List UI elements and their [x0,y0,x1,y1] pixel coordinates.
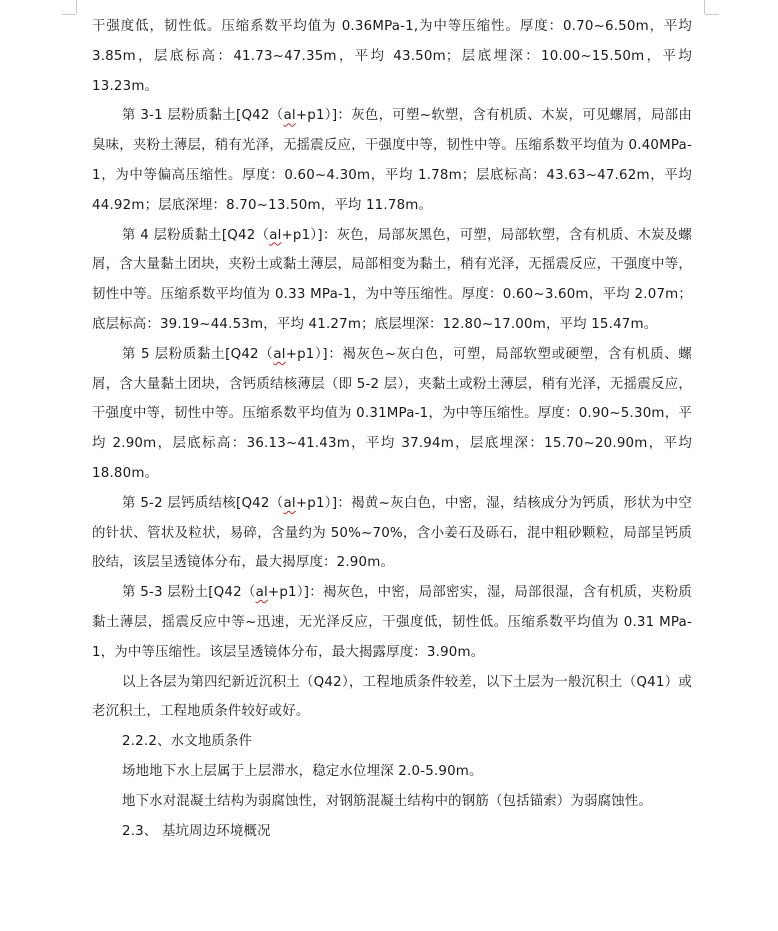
spellcheck-flag: al [283,495,296,511]
paragraph-layer-3-1 [92,101,692,220]
page-corner-mark-left [76,0,77,14]
paragraph-summary: 以上各层为第四纪新近沉积土（Q42），工程地质条件较差，以下土层为一般沉积土（Q41）或老沉积土，工程地质条件较好或好。 [92,674,692,720]
layer-description: +p1）]：褐灰色~灰白色，可塑，局部软塑或硬塑，含有机质、螺屑，含大量黏土团块，含钙质结核薄层（即 5-2 层），夹黏土或粉土薄层，稍有光泽，无摇震反应，干强度中等，韧性中等。压缩系数平均值为 0.31MPa-1，为中等压缩性。厚度：0.90~5.30m，平均 2.90m，层底标高：36.13~41.43m，平均 37.94m，层底埋深：15.70~20.90m，平均 18.80m。 [92,346,692,481]
layer-prefix: 第 5-2 层钙质结核[Q42（ [122,495,284,511]
layer-description: +p1）]：灰色，可塑~软塑，含有机质、木炭，可见螺屑，局部由臭味，夹粉土薄层，稍有光泽，无摇震反应，干强度中等，韧性中等。压缩系数平均值为 0.40MPa-1，为中等偏高压缩性。厚度：0.60~4.30m，平均 1.78m；层底标高：43.63~47.62m，平均 44.92m；层底深埋：8.70~13.50m，平均 11.78m。 [92,108,692,213]
paragraph-groundwater: 场地地下水上层属于上层滞水，稳定水位埋深 2.0-5.90m。 [122,763,483,779]
page-corner-mark-left-h [62,14,76,15]
layer-prefix: 第 3-1 层粉质黏土[Q42（ [122,108,284,124]
layer-description: +p1）]：灰色，局部灰黑色，可塑，局部软塑，含有机质、木炭及螺屑，含大量黏土团块，夹粉土或黏土薄层，局部相变为黏土，稍有光泽，无摇震反应，干强度中等，韧性中等。压缩系数平均值为 0.33 MPa-1，为中等压缩性。厚度：0.60~3.60m，平均 2.07m；底层标高：39.19~44.53m，平均 41.27m；底层埋深：12.80~17.00m，平均 15.47m。 [92,227,692,332]
layer-prefix: 第 4 层粉质黏土[Q42（ [122,227,270,243]
page-corner-mark-right [704,0,705,14]
spellcheck-flag: al [255,585,268,601]
paragraph-layer-5-3 [92,578,692,667]
layer-description: +p1）]：褐灰色，中密，局部密实，湿，局部很湿，含有机质，夹粉质黏土薄层，摇震反应中等~迅速，无光泽反应，干强度低，韧性低。压缩系数平均值为 0.31 MPa-1，为中等压缩性。该层呈透镜体分布，最大揭露厚度：3.90m。 [92,585,692,660]
paragraph-layer-5 [92,340,692,489]
paragraph-corrosion: 地下水对混凝土结构为弱腐蚀性，对钢筋混凝土结构中的钢筋（包括锚索）为弱腐蚀性。 [122,793,653,809]
document-body[interactable] [92,12,692,846]
paragraph-layer-4 [92,221,692,340]
section-heading-2-2-2: 2.2.2、水文地质条件 [122,734,253,750]
layer-prefix: 第 5 层粉质黏土[Q42（ [122,346,274,362]
paragraph-layer-2-tail: 干强度低，韧性低。压缩系数平均值为 0.36MPa-1,为中等压缩性。厚度：0.70~6.50m，平均 3.85m，层底标高：41.73~47.35m，平均 43.50m；层底埋深：10.00~15.50m，平均 13.23m。 [92,19,692,94]
paragraph-layer-5-2 [92,489,692,578]
spellcheck-flag: al [283,108,296,124]
section-heading-2-3: 2.3、 基坑周边环境概况 [122,823,271,839]
layer-prefix: 第 5-3 层粉土[Q42（ [122,585,256,601]
spellcheck-flag: al [273,346,286,362]
layer-description: +p1）]：褐黄~灰白色，中密，湿，结核成分为钙质，形状为中空的针状、管状及粒状，易碎，含量约为 50%~70%，含小姜石及砾石，混中粗砂颗粒，局部呈钙质胶结，该层呈透镜体分布，最大揭厚度：2.90m。 [92,495,692,571]
spellcheck-flag: al [269,227,282,243]
page-corner-mark-right-h [705,14,719,15]
